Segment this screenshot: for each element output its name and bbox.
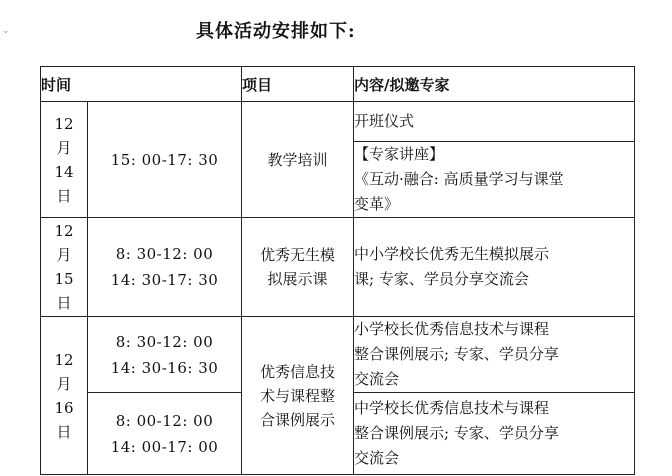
table-row	[41, 102, 635, 142]
table-row	[41, 218, 635, 317]
date-cell: 12 月 15 日	[41, 218, 88, 317]
schedule-table	[40, 66, 635, 475]
time-cell: 15: 00-17: 30	[88, 102, 242, 218]
time-cell: 8: 30-12: 00 14: 30-16: 30	[88, 317, 242, 393]
content-cell: 【专家讲座】 《互动·融合: 高质量学习与课堂 变革》	[354, 142, 635, 218]
header-content: 内容/拟邀专家	[354, 67, 635, 102]
content-cell: 中小学校长优秀无生模拟展示 课; 专家、学员分享交流会	[354, 218, 635, 317]
time-cell: 8: 30-12: 00 14: 30-17: 30	[88, 218, 242, 317]
page-heading: 具体活动安排如下:	[196, 21, 356, 42]
time-cell: 8: 00-12: 00 14: 00-17: 00	[88, 393, 242, 475]
date-cell: 12 月 14 日	[41, 102, 88, 218]
header-item: 项目	[242, 67, 354, 102]
content-cell: 开班仪式	[354, 102, 635, 142]
item-cell: 教学培训	[242, 102, 354, 218]
content-cell: 中学校长优秀信息技术与课程 整合课例展示; 专家、学员分享 交流会	[354, 393, 635, 475]
header-time: 时间	[41, 67, 242, 102]
table-header-row	[41, 67, 635, 102]
table-row	[41, 317, 635, 393]
item-cell: 优秀无生模 拟展示课	[242, 218, 354, 317]
content-cell: 小学校长优秀信息技术与课程 整合课例展示; 专家、学员分享 交流会	[354, 317, 635, 393]
corner-mark: ⌄	[2, 26, 10, 36]
date-cell: 12 月 16 日	[41, 317, 88, 475]
item-cell: 优秀信息技 术与课程整 合课例展示	[242, 317, 354, 475]
